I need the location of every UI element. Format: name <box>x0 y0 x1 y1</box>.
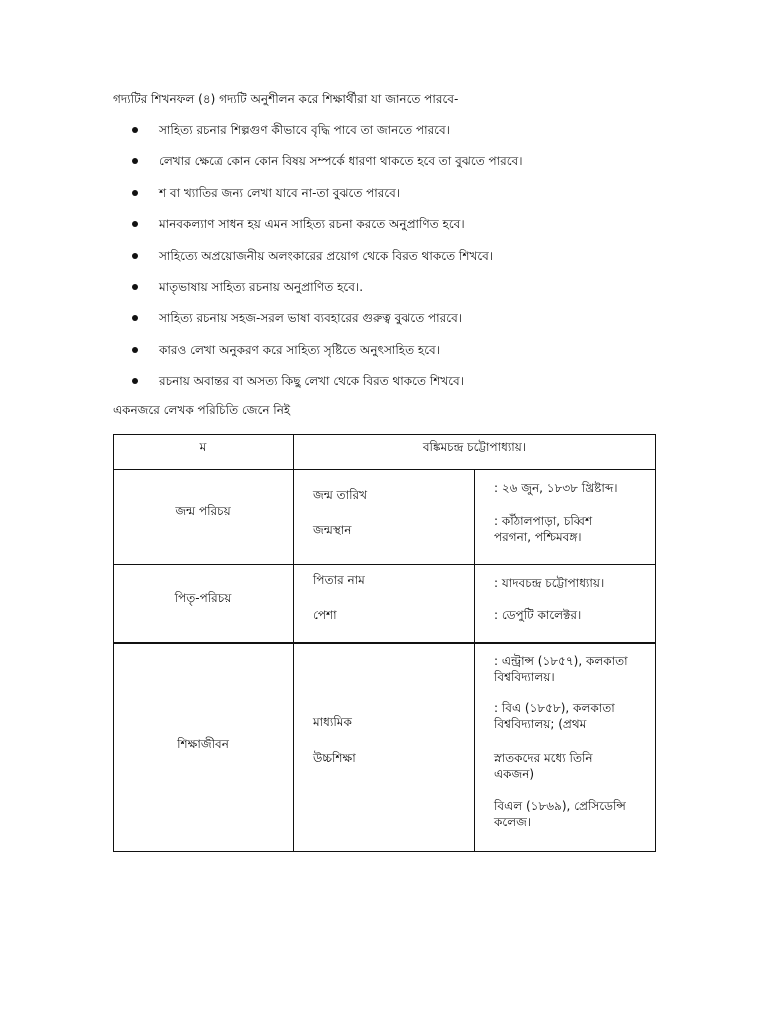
profession-label: পেশা <box>313 608 337 622</box>
list-item-text: মানবকল্যাণ সাধন হয় এমন সাহিত্য রচনা করতে অনুপ্রাণিত হবে। <box>159 217 465 232</box>
list-item-text: সাহিত্যে অপ্রয়োজনীয় অলংকারের প্রয়োগ থেকে বিরত থাকতে শিখবে। <box>159 248 494 263</box>
bullet-icon <box>132 378 138 384</box>
birth-section-label: জন্ম পরিচয় <box>175 504 231 518</box>
birth-date-label: জন্ম তারিখ <box>313 488 368 502</box>
bl-value-line2: কলেজ। <box>494 815 532 829</box>
author-intro-heading: একনজরে লেখক পরিচিতি জেনে নিই <box>113 403 291 417</box>
learning-outcomes-heading: গদ্যটির শিখনফল (৪) গদ্যটি অনুশীলন করে শিক্ষার্থীরা যা জানতে পারবে- <box>113 92 459 106</box>
entrance-value-line2: বিশ্ববিদ্যালয়। <box>494 670 555 684</box>
bullet-icon <box>132 253 138 259</box>
birthplace-label: জন্মস্থান <box>313 523 352 537</box>
table-col-divider <box>474 469 475 852</box>
table-border-top <box>113 434 656 435</box>
ba-value-line3: স্নাতকদের মধ্যে তিনি <box>494 751 593 765</box>
bullet-icon <box>132 315 138 321</box>
table-border-bottom <box>113 851 656 852</box>
entrance-value-line1: : এন্ট্রান্স (১৮৫৭), কলকাতা <box>494 654 628 668</box>
father-name-value: : যাদবচন্দ্র চট্টোপাধ্যায়। <box>494 576 605 590</box>
birth-date-value: : ২৬ জুন, ১৮৩৮ খ্রিষ্টাব্দ। <box>494 481 618 495</box>
ba-value-line1: : বিএ (১৮৫৮), কলকাতা <box>494 701 615 715</box>
learning-outcomes-list <box>132 121 523 404</box>
list-item-text: কারও লেখা অনুকরণ করে সাহিত্য সৃষ্টিতে অনুৎসাহিত হবে। <box>159 342 441 357</box>
list-item-text: সাহিত্য রচনায় সহজ-সরল ভাষা ব্যবহারের গুরুত্ব বুঝতে পারবে। <box>159 311 463 326</box>
bullet-icon <box>132 221 138 227</box>
list-item-text: লেখার ক্ষেত্রে কোন কোন বিষয় সম্পর্কে ধারণা থাকতে হবে তা বুঝতে পারবে। <box>159 154 523 169</box>
list-item-text: শ বা খ্যাতির জন্য লেখা যাবে না-তা বুঝতে পারবে। <box>159 185 401 200</box>
ba-value-line4: একজন) <box>494 767 535 781</box>
bullet-icon <box>132 347 138 353</box>
ba-value-line2: বিশ্ববিদ্যালয়; (প্রথম <box>494 717 587 731</box>
birthplace-value-line2: পরগনা, পশ্চিমবঙ্গ। <box>494 530 582 544</box>
parent-section-label: পিতৃ-পরিচয় <box>174 591 232 605</box>
list-item <box>132 152 523 183</box>
list-item <box>132 341 523 372</box>
table-header-author-name: বঙ্কিমচন্দ্র চট্টোপাধ্যায়। <box>422 440 527 454</box>
list-item <box>132 372 523 403</box>
table-col-divider <box>293 434 294 852</box>
higher-education-label: উচ্চশিক্ষা <box>313 751 356 765</box>
list-item-text: রচনায় অবান্তর বা অসত্য কিছু লেখা থেকে বিরত থাকতে শিখবে। <box>159 374 465 389</box>
bullet-icon <box>132 158 138 164</box>
bl-value-line1: বিএল (১৮৬৯), প্রেসিডেন্সি <box>494 799 626 813</box>
secondary-education-label: মাধ্যমিক <box>313 715 352 729</box>
bullet-icon <box>132 127 138 133</box>
list-item <box>132 121 523 152</box>
list-item <box>132 278 523 309</box>
table-header-left: ম <box>199 440 207 454</box>
bullet-icon <box>132 190 138 196</box>
list-item <box>132 309 523 340</box>
father-name-label: পিতার নাম <box>313 573 365 587</box>
table-row-divider <box>113 642 656 644</box>
list-item <box>132 184 523 215</box>
list-item-text: মাতৃভাষায় সাহিত্য রচনায় অনুপ্রাণিত হবে।. <box>159 279 364 294</box>
table-row-divider <box>113 469 656 470</box>
list-item <box>132 215 523 246</box>
education-section-label: শিক্ষাজীবন <box>177 737 229 751</box>
list-item <box>132 247 523 278</box>
profession-value: : ডেপুটি কালেক্টর। <box>494 608 582 622</box>
bullet-icon <box>132 284 138 290</box>
list-item-text: সাহিত্য রচনার শিল্পগুণ কীভাবে বৃদ্ধি পাবে তা জানতে পারবে। <box>159 123 450 137</box>
table-row-divider <box>113 564 656 565</box>
birthplace-value-line1: : কাঁঠালপাড়া, চব্বিশ <box>494 514 593 528</box>
author-info-table <box>113 434 656 852</box>
